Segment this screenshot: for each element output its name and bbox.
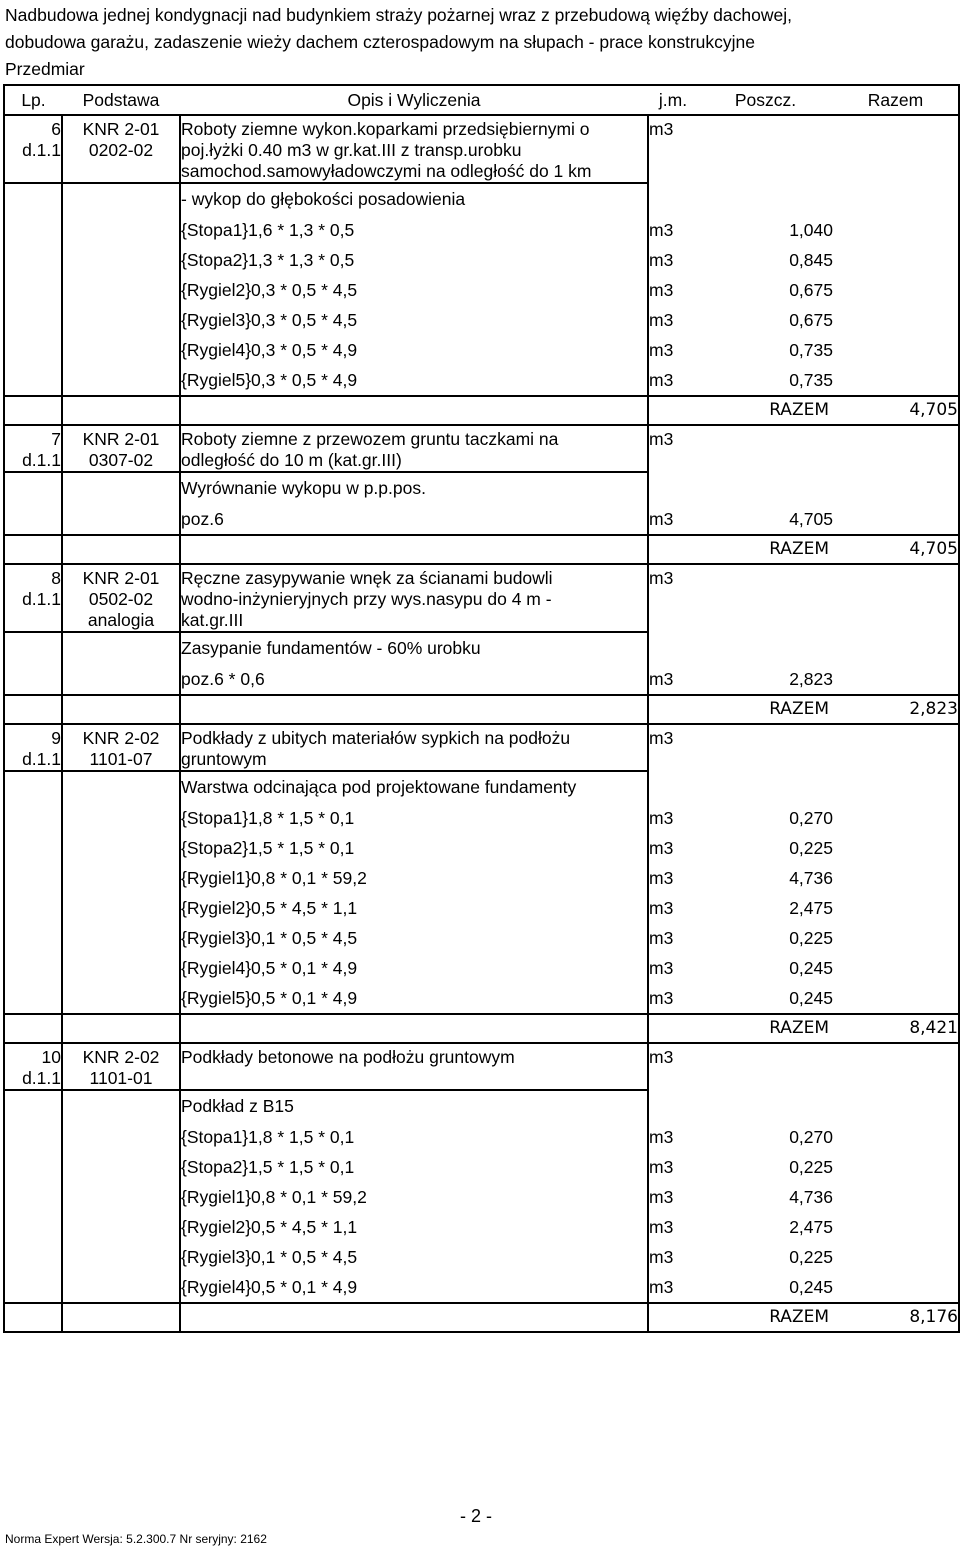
desc-text: Wyrównanie wykopu w p.p.pos. — [180, 472, 648, 504]
position-razem — [833, 1043, 959, 1090]
calculation-row — [4, 275, 959, 305]
razem-value: 8,176 — [833, 1303, 959, 1332]
position-opis-line: Ręczne zasypywanie wnęk za ścianami budowli — [181, 568, 553, 588]
calc-razem — [833, 953, 959, 983]
calc-podstawa — [62, 305, 180, 335]
calc-expression: {Stopa1}1,8 * 1,5 * 0,1 — [180, 1122, 648, 1152]
description-row — [4, 771, 959, 803]
calc-razem — [833, 305, 959, 335]
razem-opis — [180, 695, 648, 724]
calc-value: 4,736 — [789, 1187, 833, 1207]
position-podstawa — [62, 1043, 180, 1090]
razem-label: RAZEM — [698, 1014, 833, 1043]
calculation-row — [4, 305, 959, 335]
calc-jm: m3 — [649, 340, 674, 360]
calc-expression: {Stopa2}1,5 * 1,5 * 0,1 — [180, 833, 648, 863]
razem-podstawa — [62, 1014, 180, 1043]
razem-row — [4, 1014, 959, 1043]
calc-podstawa — [62, 983, 180, 1014]
calculation-row — [4, 803, 959, 833]
desc-razem — [833, 1090, 959, 1122]
calc-podstawa — [62, 863, 180, 893]
calc-jm: m3 — [649, 310, 674, 330]
position-podstawa — [62, 115, 180, 183]
calc-lp — [4, 1182, 62, 1212]
calc-value: 0,225 — [789, 1247, 833, 1267]
position-lp-line: d.1.1 — [22, 1068, 61, 1088]
position-opis — [180, 115, 648, 183]
razem-podstawa — [62, 535, 180, 564]
calc-lp — [4, 275, 62, 305]
razem-jm — [648, 396, 698, 425]
calc-value: 0,675 — [789, 310, 833, 330]
position-podstawa-line: KNR 2-01 — [82, 568, 160, 588]
razem-opis — [180, 535, 648, 564]
calc-podstawa — [62, 1122, 180, 1152]
position-opis-line: wodno-inżynieryjnych przy wys.nasypu do 4 m - — [181, 589, 552, 609]
position-poszcz — [698, 724, 833, 771]
calculation-row — [4, 1212, 959, 1242]
position-jm: m3 — [649, 119, 674, 139]
razem-lp — [4, 1303, 62, 1332]
calc-value: 0,735 — [789, 340, 833, 360]
calc-lp — [4, 953, 62, 983]
calc-expression: {Rygiel3}0,1 * 0,5 * 4,5 — [180, 923, 648, 953]
footer-version: Norma Expert Wersja: 5.2.300.7 Nr seryjny: 2162 — [5, 1532, 267, 1546]
calculation-row — [4, 335, 959, 365]
razem-label: RAZEM — [698, 695, 833, 724]
position-lp-line: d.1.1 — [22, 140, 61, 160]
position-podstawa — [62, 425, 180, 472]
position-opis — [180, 425, 648, 472]
desc-razem — [833, 771, 959, 803]
position-lp — [4, 115, 62, 183]
calc-value: 0,270 — [789, 808, 833, 828]
position-jm: m3 — [649, 429, 674, 449]
calc-podstawa — [62, 664, 180, 695]
calc-expression: {Rygiel4}0,5 * 0,1 * 4,9 — [180, 1272, 648, 1303]
page-number: - 2 - — [460, 1506, 493, 1526]
desc-podstawa — [62, 472, 180, 504]
desc-text: Podkład z B15 — [180, 1090, 648, 1122]
calculation-row — [4, 365, 959, 396]
calc-expression: {Stopa1}1,6 * 1,3 * 0,5 — [180, 215, 648, 245]
calc-podstawa — [62, 893, 180, 923]
calculation-row — [4, 504, 959, 535]
calc-podstawa — [62, 245, 180, 275]
calc-value: 0,735 — [789, 370, 833, 390]
calc-expression: {Stopa2}1,3 * 1,3 * 0,5 — [180, 245, 648, 275]
position-lp — [4, 564, 62, 632]
razem-lp — [4, 695, 62, 724]
calc-podstawa — [62, 923, 180, 953]
calc-lp — [4, 1242, 62, 1272]
position-opis — [180, 564, 648, 632]
desc-lp — [4, 183, 62, 215]
desc-poszcz — [698, 1090, 833, 1122]
razem-jm — [648, 535, 698, 564]
position-podstawa-line: 0202-02 — [88, 140, 154, 160]
description-row — [4, 1090, 959, 1122]
calc-jm: m3 — [649, 250, 674, 270]
calc-razem — [833, 1152, 959, 1182]
desc-jm — [648, 771, 698, 803]
position-row — [4, 724, 959, 771]
przedmiar-table — [3, 84, 960, 1333]
position-lp — [4, 1043, 62, 1090]
calc-razem — [833, 1122, 959, 1152]
calc-value: 0,225 — [789, 838, 833, 858]
desc-jm — [648, 632, 698, 664]
calculation-row — [4, 893, 959, 923]
razem-value: 2,823 — [833, 695, 959, 724]
calc-razem — [833, 365, 959, 396]
calculation-row — [4, 1242, 959, 1272]
calc-jm: m3 — [649, 958, 674, 978]
desc-lp — [4, 472, 62, 504]
desc-poszcz — [698, 183, 833, 215]
razem-opis — [180, 1014, 648, 1043]
calc-value: 0,245 — [789, 958, 833, 978]
header-poszcz: Poszcz. — [698, 85, 833, 115]
calc-podstawa — [62, 1152, 180, 1182]
calc-podstawa — [62, 365, 180, 396]
position-jm: m3 — [649, 568, 674, 588]
description-row — [4, 183, 959, 215]
calc-value: 1,040 — [789, 220, 833, 240]
position-podstawa-line: 1101-01 — [89, 1068, 153, 1088]
razem-podstawa — [62, 396, 180, 425]
calc-razem — [833, 1182, 959, 1212]
position-razem — [833, 425, 959, 472]
calculation-row — [4, 983, 959, 1014]
calc-jm: m3 — [649, 1187, 674, 1207]
calculation-row — [4, 953, 959, 983]
calc-razem — [833, 863, 959, 893]
razem-label: RAZEM — [698, 396, 833, 425]
desc-jm — [648, 1090, 698, 1122]
calculation-row — [4, 923, 959, 953]
calc-razem — [833, 923, 959, 953]
calc-expression: {Stopa2}1,5 * 1,5 * 0,1 — [180, 1152, 648, 1182]
position-opis-line: odległość do 10 m (kat.gr.III) — [181, 450, 402, 470]
calc-value: 4,705 — [789, 509, 833, 529]
position-opis-line: kat.gr.III — [181, 610, 244, 630]
position-jm: m3 — [649, 728, 674, 748]
razem-row — [4, 1303, 959, 1332]
calc-razem — [833, 1242, 959, 1272]
calculation-row — [4, 245, 959, 275]
calc-value: 4,736 — [789, 868, 833, 888]
desc-podstawa — [62, 1090, 180, 1122]
position-opis-line: Roboty ziemne wykon.koparkami przedsiębiernymi o — [181, 119, 590, 139]
calc-expression: {Rygiel2}0,3 * 0,5 * 4,5 — [180, 275, 648, 305]
header-jm: j.m. — [648, 85, 698, 115]
calc-podstawa — [62, 833, 180, 863]
position-lp-line: 8 — [51, 568, 61, 588]
calc-expression: {Rygiel5}0,3 * 0,5 * 4,9 — [180, 365, 648, 396]
calc-razem — [833, 335, 959, 365]
razem-lp — [4, 535, 62, 564]
calc-podstawa — [62, 215, 180, 245]
razem-podstawa — [62, 695, 180, 724]
desc-podstawa — [62, 771, 180, 803]
calc-razem — [833, 893, 959, 923]
position-lp-line: 7 — [51, 429, 61, 449]
desc-podstawa — [62, 183, 180, 215]
calc-razem — [833, 983, 959, 1014]
position-lp — [4, 724, 62, 771]
description-row — [4, 632, 959, 664]
calc-jm: m3 — [649, 1157, 674, 1177]
desc-jm — [648, 183, 698, 215]
position-opis-line: samochod.samowyładowczymi na odległość do 1 km — [181, 161, 592, 181]
razem-opis — [180, 1303, 648, 1332]
header-lp: Lp. — [4, 85, 62, 115]
desc-text: - wykop do głębokości posadowienia — [180, 183, 648, 215]
position-lp-line: 6 — [51, 119, 61, 139]
position-lp-line: d.1.1 — [22, 749, 61, 769]
calculation-row — [4, 1152, 959, 1182]
calc-podstawa — [62, 803, 180, 833]
calc-lp — [4, 1272, 62, 1303]
razem-row — [4, 396, 959, 425]
calc-jm: m3 — [649, 838, 674, 858]
calc-jm: m3 — [649, 1217, 674, 1237]
calc-razem — [833, 803, 959, 833]
razem-label: RAZEM — [698, 1303, 833, 1332]
calculation-row — [4, 1272, 959, 1303]
calc-jm: m3 — [649, 370, 674, 390]
calculation-row — [4, 863, 959, 893]
razem-row — [4, 695, 959, 724]
calc-jm: m3 — [649, 1277, 674, 1297]
desc-text: Warstwa odcinająca pod projektowane fundamenty — [180, 771, 648, 803]
position-row — [4, 564, 959, 632]
position-razem — [833, 115, 959, 183]
document-title — [5, 2, 792, 83]
position-row — [4, 425, 959, 472]
calc-razem — [833, 245, 959, 275]
calc-lp — [4, 983, 62, 1014]
desc-razem — [833, 632, 959, 664]
header-opis: Opis i Wyliczenia — [180, 85, 648, 115]
razem-jm — [648, 1303, 698, 1332]
desc-lp — [4, 632, 62, 664]
calc-razem — [833, 215, 959, 245]
calc-lp — [4, 893, 62, 923]
position-opis-line: poj.łyżki 0.40 m3 w gr.kat.III z transp.urobku — [181, 140, 522, 160]
desc-podstawa — [62, 632, 180, 664]
calc-razem — [833, 1272, 959, 1303]
calc-expression: poz.6 — [180, 504, 648, 535]
razem-value: 4,705 — [833, 396, 959, 425]
position-podstawa-line: KNR 2-01 — [82, 119, 160, 139]
calc-lp — [4, 305, 62, 335]
calc-lp — [4, 335, 62, 365]
calc-expression: {Rygiel5}0,5 * 0,1 * 4,9 — [180, 983, 648, 1014]
position-poszcz — [698, 1043, 833, 1090]
calculation-row — [4, 1182, 959, 1212]
calc-value: 2,475 — [789, 898, 833, 918]
calc-lp — [4, 664, 62, 695]
calc-expression: poz.6 * 0,6 — [180, 664, 648, 695]
razem-podstawa — [62, 1303, 180, 1332]
calc-expression: {Rygiel1}0,8 * 0,1 * 59,2 — [180, 1182, 648, 1212]
calc-podstawa — [62, 1272, 180, 1303]
calculation-row — [4, 215, 959, 245]
calc-jm: m3 — [649, 988, 674, 1008]
position-razem — [833, 724, 959, 771]
position-poszcz — [698, 115, 833, 183]
position-lp-line: 9 — [51, 728, 61, 748]
calc-lp — [4, 833, 62, 863]
calc-lp — [4, 245, 62, 275]
calc-lp — [4, 215, 62, 245]
calculation-row — [4, 664, 959, 695]
razem-jm — [648, 695, 698, 724]
razem-row — [4, 535, 959, 564]
position-poszcz — [698, 564, 833, 632]
position-opis — [180, 1043, 648, 1090]
calc-jm: m3 — [649, 1247, 674, 1267]
calc-podstawa — [62, 504, 180, 535]
table-header-row — [4, 85, 959, 115]
header-podstawa: Podstawa — [62, 85, 180, 115]
calc-podstawa — [62, 1212, 180, 1242]
desc-poszcz — [698, 632, 833, 664]
position-row — [4, 1043, 959, 1090]
calc-jm: m3 — [649, 220, 674, 240]
calc-value: 0,245 — [789, 1277, 833, 1297]
calc-expression: {Rygiel4}0,3 * 0,5 * 4,9 — [180, 335, 648, 365]
position-podstawa-line: KNR 2-02 — [82, 1047, 160, 1067]
position-lp-line: d.1.1 — [22, 450, 61, 470]
calc-jm: m3 — [649, 280, 674, 300]
position-podstawa-line: analogia — [87, 610, 155, 630]
desc-lp — [4, 771, 62, 803]
description-row — [4, 472, 959, 504]
position-lp-line: 10 — [41, 1047, 61, 1067]
razem-jm — [648, 1014, 698, 1043]
calc-lp — [4, 504, 62, 535]
calc-jm: m3 — [649, 1127, 674, 1147]
desc-poszcz — [698, 771, 833, 803]
calc-value: 0,675 — [789, 280, 833, 300]
desc-jm — [648, 472, 698, 504]
desc-razem — [833, 183, 959, 215]
position-lp-line: d.1.1 — [22, 589, 61, 609]
calc-expression: {Rygiel2}0,5 * 4,5 * 1,1 — [180, 893, 648, 923]
calc-expression: {Rygiel1}0,8 * 0,1 * 59,2 — [180, 863, 648, 893]
calc-razem — [833, 504, 959, 535]
position-opis-line: Podkłady betonowe na podłożu gruntowym — [181, 1047, 515, 1067]
calc-razem — [833, 275, 959, 305]
razem-value: 4,705 — [833, 535, 959, 564]
razem-lp — [4, 1014, 62, 1043]
calc-value: 0,270 — [789, 1127, 833, 1147]
calc-value: 0,225 — [789, 928, 833, 948]
calc-podstawa — [62, 335, 180, 365]
calc-jm: m3 — [649, 808, 674, 828]
calc-value: 2,823 — [789, 669, 833, 689]
razem-label: RAZEM — [698, 535, 833, 564]
position-opis-line: Roboty ziemne z przewozem gruntu taczkami na — [181, 429, 559, 449]
title-line-2: dobudowa garażu, zadaszenie wieży dachem czterospadowym na słupach - prace konstrukcyjne — [5, 32, 755, 52]
position-lp — [4, 425, 62, 472]
calculation-row — [4, 833, 959, 863]
position-podstawa-line: KNR 2-01 — [82, 429, 160, 449]
title-line-3: Przedmiar — [5, 59, 85, 79]
calc-razem — [833, 1212, 959, 1242]
position-podstawa — [62, 564, 180, 632]
position-opis-line: Podkłady z ubitych materiałów sypkich na podłożu — [181, 728, 571, 748]
calc-lp — [4, 1212, 62, 1242]
title-line-1: Nadbudowa jednej kondygnacji nad budynkiem straży pożarnej wraz z przebudową więźby dachowej, — [5, 5, 792, 25]
calc-expression: {Rygiel2}0,5 * 4,5 * 1,1 — [180, 1212, 648, 1242]
calc-jm: m3 — [649, 669, 674, 689]
calc-jm: m3 — [649, 928, 674, 948]
calc-lp — [4, 923, 62, 953]
position-jm: m3 — [649, 1047, 674, 1067]
calc-value: 0,245 — [789, 988, 833, 1008]
calc-lp — [4, 863, 62, 893]
calc-lp — [4, 365, 62, 396]
calc-podstawa — [62, 1242, 180, 1272]
calc-jm: m3 — [649, 509, 674, 529]
calc-podstawa — [62, 1182, 180, 1212]
desc-lp — [4, 1090, 62, 1122]
position-row — [4, 115, 959, 183]
calc-lp — [4, 803, 62, 833]
calc-jm: m3 — [649, 898, 674, 918]
position-opis — [180, 724, 648, 771]
position-podstawa-line: 0502-02 — [88, 589, 154, 609]
calc-lp — [4, 1122, 62, 1152]
calc-lp — [4, 1152, 62, 1182]
desc-text: Zasypanie fundamentów - 60% urobku — [180, 632, 648, 664]
calc-value: 0,225 — [789, 1157, 833, 1177]
calculation-row — [4, 1122, 959, 1152]
calc-razem — [833, 664, 959, 695]
calc-expression: {Rygiel3}0,3 * 0,5 * 4,5 — [180, 305, 648, 335]
calc-podstawa — [62, 275, 180, 305]
position-podstawa-line: 0307-02 — [88, 450, 154, 470]
position-opis-line: gruntowym — [181, 749, 267, 769]
position-razem — [833, 564, 959, 632]
calc-jm: m3 — [649, 868, 674, 888]
position-podstawa — [62, 724, 180, 771]
position-podstawa-line: KNR 2-02 — [82, 728, 160, 748]
header-razem: Razem — [833, 85, 959, 115]
calc-value: 2,475 — [789, 1217, 833, 1237]
position-poszcz — [698, 425, 833, 472]
calc-expression: {Stopa1}1,8 * 1,5 * 0,1 — [180, 803, 648, 833]
calc-expression: {Rygiel4}0,5 * 0,1 * 4,9 — [180, 953, 648, 983]
position-podstawa-line: 1101-07 — [89, 749, 153, 769]
calc-podstawa — [62, 953, 180, 983]
calc-value: 0,845 — [789, 250, 833, 270]
desc-razem — [833, 472, 959, 504]
razem-opis — [180, 396, 648, 425]
razem-lp — [4, 396, 62, 425]
razem-value: 8,421 — [833, 1014, 959, 1043]
calc-razem — [833, 833, 959, 863]
desc-poszcz — [698, 472, 833, 504]
calc-expression: {Rygiel3}0,1 * 0,5 * 4,5 — [180, 1242, 648, 1272]
